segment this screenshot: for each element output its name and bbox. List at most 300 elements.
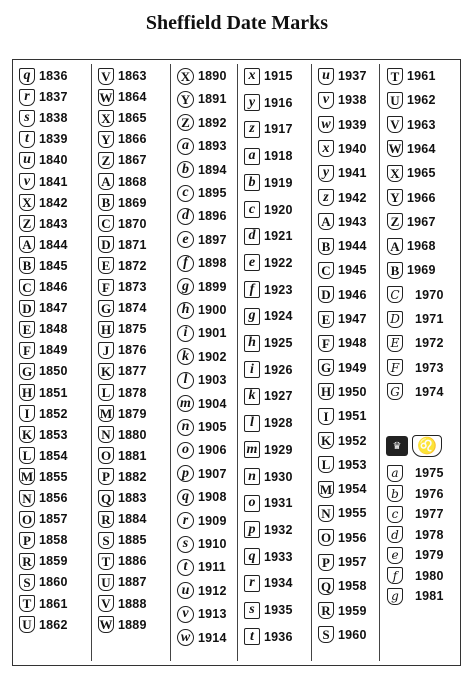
date-year: 1856 <box>39 491 68 505</box>
date-year: 1837 <box>39 90 68 105</box>
date-letter-shield: W <box>388 141 402 157</box>
date-letter-shield: r <box>19 89 35 106</box>
date-letter-shield: I <box>318 408 334 425</box>
date-year: 1917 <box>264 122 293 137</box>
date-letter-shield: O <box>98 447 114 464</box>
date-year: 1845 <box>39 258 68 273</box>
date-letter-shield: F <box>98 279 114 296</box>
date-letter-shield: G <box>387 383 403 400</box>
date-letter-shield: t <box>19 131 35 148</box>
date-year: 1951 <box>338 409 367 424</box>
date-year: 1861 <box>39 596 68 611</box>
date-year: 1868 <box>118 174 147 189</box>
date-mark-entry <box>387 163 436 183</box>
column-4 <box>237 64 312 661</box>
date-letter-shield: i <box>244 361 260 378</box>
date-year: 1979 <box>415 548 444 562</box>
date-year: 1904 <box>198 396 227 411</box>
date-mark-entry <box>244 520 293 540</box>
date-letter-shield: m <box>244 441 260 458</box>
date-letter-shield: W <box>99 89 113 105</box>
date-year: 1867 <box>118 153 147 168</box>
date-letter-shield: d <box>244 228 260 245</box>
date-mark-entry <box>98 340 147 360</box>
date-year: 1926 <box>264 362 293 377</box>
date-year: 1873 <box>118 280 147 294</box>
date-year: 1876 <box>118 343 147 358</box>
date-mark-entry <box>98 108 147 128</box>
date-year: 1896 <box>198 209 227 224</box>
date-year: 1935 <box>264 603 293 617</box>
date-letter-shield: Q <box>98 490 114 507</box>
date-year: 1938 <box>338 93 367 108</box>
date-letter-shield: m <box>177 395 194 412</box>
date-mark-entry <box>19 256 68 276</box>
date-mark-entry <box>98 383 147 403</box>
date-letter-shield: z <box>318 189 334 206</box>
date-letter-shield: A <box>98 173 114 190</box>
date-year: 1971 <box>415 312 444 326</box>
date-letter-shield: f <box>387 567 403 584</box>
date-letter-shield: V <box>98 68 114 85</box>
date-letter-shield: t <box>244 628 260 645</box>
date-letter-shield: F <box>387 359 403 376</box>
date-mark-entry <box>98 150 147 170</box>
date-letter-shield: U <box>19 616 35 633</box>
date-mark-entry <box>387 358 444 378</box>
date-letter-shield: q <box>244 548 260 565</box>
date-year: 1863 <box>118 69 147 83</box>
date-year: 1852 <box>39 406 68 421</box>
date-mark-entry <box>244 360 293 380</box>
date-letter-shield: N <box>318 505 334 522</box>
date-letter-shield: G <box>19 363 35 380</box>
date-mark-entry <box>318 333 367 353</box>
date-year: 1889 <box>118 617 147 632</box>
date-mark-entry <box>98 467 147 487</box>
date-year: 1943 <box>338 214 367 229</box>
date-mark-entry <box>244 306 293 326</box>
date-mark-entry <box>387 236 436 256</box>
date-mark-entry <box>318 528 367 548</box>
date-letter-shield: Z <box>98 152 114 169</box>
date-year: 1905 <box>198 420 227 434</box>
date-mark-entry <box>98 214 147 234</box>
date-year: 1902 <box>198 349 227 364</box>
date-mark-entry <box>387 139 436 159</box>
date-mark-entry <box>387 309 444 329</box>
date-mark-entry <box>19 551 68 571</box>
date-mark-entry <box>387 260 436 280</box>
date-letter-shield: T <box>98 553 114 570</box>
date-mark-entry <box>98 572 147 592</box>
date-letter-shield: L <box>98 384 114 401</box>
date-mark-entry <box>244 173 293 193</box>
date-letter-shield: T <box>19 595 35 612</box>
date-letter-shield: l <box>177 372 194 389</box>
date-mark-entry <box>98 446 147 466</box>
date-letter-shield: n <box>177 419 194 436</box>
date-mark-entry <box>98 256 147 276</box>
date-mark-entry <box>244 119 293 139</box>
date-mark-entry <box>19 66 68 86</box>
date-letter-shield: h <box>177 302 194 319</box>
date-letter-shield: Y <box>387 189 403 206</box>
date-letter-shield: h <box>244 335 260 352</box>
date-year: 1914 <box>198 630 227 645</box>
date-mark-entry <box>244 627 293 647</box>
date-mark-entry <box>318 115 367 135</box>
date-letter-shield: P <box>318 554 334 571</box>
date-mark-entry <box>177 487 227 507</box>
date-mark-entry <box>387 463 444 483</box>
date-letter-shield: D <box>387 311 403 328</box>
date-letter-shield: Q <box>318 578 334 595</box>
date-mark-entry <box>244 467 293 487</box>
date-mark-entry <box>177 277 227 297</box>
date-letter-shield: a <box>177 138 194 155</box>
date-year: 1894 <box>198 162 227 177</box>
date-year: 1854 <box>39 448 68 463</box>
date-letter-shield: A <box>19 236 35 253</box>
date-year: 1974 <box>415 384 444 399</box>
date-letter-shield: r <box>244 575 260 592</box>
date-year: 1968 <box>407 239 436 254</box>
date-letter-shield: b <box>387 485 403 502</box>
date-mark-entry <box>98 488 147 508</box>
date-year: 1880 <box>118 427 147 442</box>
date-year: 1855 <box>39 469 68 484</box>
date-year: 1946 <box>338 287 367 302</box>
date-letter-shield: x <box>244 68 260 85</box>
date-year: 1879 <box>118 406 147 421</box>
date-letter-shield: F <box>318 335 334 352</box>
date-mark-entry <box>98 87 147 107</box>
date-letter-shield: A <box>318 213 334 230</box>
date-letter-shield: A <box>387 238 403 255</box>
date-mark-entry <box>98 129 147 149</box>
date-year: 1919 <box>264 175 293 190</box>
date-letter-shield: D <box>318 286 334 303</box>
date-letter-shield: U <box>387 92 403 109</box>
date-mark-entry <box>387 333 444 353</box>
date-letter-shield: C <box>387 286 403 303</box>
date-year: 1952 <box>338 433 367 448</box>
date-letter-shield: S <box>98 532 114 549</box>
date-letter-shield: y <box>318 165 334 182</box>
date-letter-shield: p <box>177 465 194 482</box>
date-mark-entry <box>19 129 68 149</box>
date-mark-entry <box>177 370 227 390</box>
date-mark-entry <box>318 188 367 208</box>
date-year: 1929 <box>264 442 293 457</box>
date-letter-shield: O <box>19 511 35 528</box>
date-letter-shield: f <box>244 281 260 298</box>
date-year: 1949 <box>338 360 367 375</box>
date-mark-entry <box>98 551 147 571</box>
date-year: 1836 <box>39 69 68 83</box>
date-letter-shield: e <box>387 547 403 564</box>
date-letter-shield: G <box>98 300 114 317</box>
date-year: 1940 <box>338 141 367 156</box>
date-letter-shield: P <box>98 468 114 485</box>
date-letter-shield: L <box>19 447 35 464</box>
date-year: 1960 <box>338 627 367 642</box>
date-mark-entry <box>177 323 227 343</box>
date-year: 1844 <box>39 237 68 252</box>
date-year: 1897 <box>198 232 227 247</box>
date-year: 1957 <box>338 555 367 569</box>
date-letter-shield: c <box>387 506 403 523</box>
date-year: 1962 <box>407 93 436 108</box>
date-year: 1964 <box>407 141 436 156</box>
date-letter-shield: B <box>318 238 334 255</box>
date-letter-shield: R <box>98 511 114 528</box>
date-letter-shield: V <box>387 116 403 133</box>
date-mark-entry <box>244 333 293 353</box>
date-year: 1858 <box>39 533 68 548</box>
date-letter-shield: u <box>318 68 334 85</box>
lion-icon: ♌ <box>412 435 442 457</box>
date-mark-entry <box>19 467 68 487</box>
date-year: 1953 <box>338 457 367 472</box>
date-mark-entry <box>98 361 147 381</box>
date-year: 1900 <box>198 303 227 317</box>
date-letter-shield: K <box>98 363 114 380</box>
date-year: 1899 <box>198 279 227 294</box>
date-year: 1921 <box>264 229 293 244</box>
date-letter-shield: i <box>177 325 194 342</box>
date-letter-shield: B <box>19 257 35 274</box>
date-year: 1866 <box>118 132 147 147</box>
date-mark-entry <box>387 382 444 402</box>
date-letter-shield: B <box>387 262 403 279</box>
date-year: 1890 <box>198 69 227 83</box>
date-letter-shield: U <box>98 574 114 591</box>
date-year: 1871 <box>118 237 147 252</box>
date-year: 1878 <box>118 385 147 400</box>
date-mark-entry <box>98 277 147 297</box>
date-mark-entry <box>387 66 436 86</box>
date-year: 1975 <box>415 466 444 480</box>
date-letter-shield: C <box>318 262 334 279</box>
date-year: 1912 <box>198 583 227 598</box>
date-year: 1958 <box>338 579 367 594</box>
date-year: 1872 <box>118 258 147 273</box>
date-mark-entry <box>19 214 68 234</box>
date-mark-entry <box>244 386 293 406</box>
date-mark-entry <box>318 90 367 110</box>
date-mark-entry <box>98 193 147 213</box>
date-letter-shield: M <box>319 481 333 497</box>
date-year: 1862 <box>39 617 68 632</box>
date-mark-entry <box>318 431 367 451</box>
date-letter-shield: E <box>318 311 334 328</box>
date-mark-entry <box>19 340 68 360</box>
date-letter-shield: N <box>98 426 114 443</box>
date-letter-shield: J <box>98 342 114 359</box>
date-letter-shield: z <box>244 121 260 138</box>
date-letter-shield: X <box>177 68 194 85</box>
date-mark-entry <box>19 509 68 529</box>
date-mark-entry <box>244 66 293 86</box>
date-year: 1922 <box>264 255 293 270</box>
date-mark-entry <box>318 139 367 159</box>
date-mark-entry <box>387 115 436 135</box>
date-year: 1937 <box>338 69 367 83</box>
date-year: 1883 <box>118 491 147 505</box>
date-letter-shield: k <box>177 348 194 365</box>
date-letter-shield: M <box>99 406 113 422</box>
date-mark-entry <box>177 557 226 577</box>
date-year: 1915 <box>264 69 293 83</box>
date-year: 1963 <box>407 117 436 132</box>
date-mark-entry <box>19 108 68 128</box>
date-mark-entry <box>19 488 68 508</box>
date-mark-entry <box>177 628 227 648</box>
date-mark-entry <box>177 253 227 273</box>
date-letter-shield: w <box>177 629 194 646</box>
date-mark-entry <box>387 285 444 305</box>
date-year: 1924 <box>264 309 293 324</box>
date-mark-entry <box>177 464 227 484</box>
date-year: 1859 <box>39 554 68 569</box>
date-letter-shield: o <box>177 442 194 459</box>
date-mark-entry <box>19 319 68 339</box>
date-mark-entry <box>19 446 68 466</box>
date-letter-shield: s <box>177 536 194 553</box>
date-year: 1875 <box>118 322 147 337</box>
date-year: 1851 <box>39 385 68 400</box>
date-year: 1932 <box>264 522 293 537</box>
date-mark-entry <box>318 625 367 645</box>
date-letter-shield: D <box>19 300 35 317</box>
date-mark-entry <box>177 183 227 203</box>
date-letter-shield: r <box>177 512 194 529</box>
date-year: 1916 <box>264 95 293 110</box>
date-mark-entry <box>177 534 227 554</box>
date-letter-shield: u <box>177 582 194 599</box>
date-mark-entry <box>98 66 147 86</box>
date-letter-shield: Z <box>387 213 403 230</box>
date-letter-shield: B <box>98 194 114 211</box>
date-letter-shield: q <box>19 68 35 85</box>
date-letter-shield: X <box>387 165 403 182</box>
date-mark-entry <box>244 253 293 273</box>
date-mark-entry <box>19 383 68 403</box>
date-year: 1841 <box>39 174 68 189</box>
date-letter-shield: a <box>244 148 260 165</box>
date-mark-entry <box>318 285 367 305</box>
date-letter-shield: g <box>244 308 260 325</box>
column-5 <box>311 64 380 661</box>
date-letter-shield: e <box>177 231 194 248</box>
date-year: 1918 <box>264 149 293 164</box>
date-mark-entry <box>387 212 436 232</box>
crown-icon: ♛ <box>386 436 408 456</box>
date-mark-entry <box>98 615 147 635</box>
date-year: 1947 <box>338 312 367 326</box>
date-year: 1891 <box>198 92 227 107</box>
date-letter-shield: Y <box>177 91 194 108</box>
date-letter-shield: a <box>387 465 403 482</box>
date-mark-entry <box>244 600 293 620</box>
date-mark-entry <box>177 66 227 86</box>
date-year: 1966 <box>407 190 436 205</box>
date-year: 1847 <box>39 301 68 316</box>
date-year: 1838 <box>39 111 68 126</box>
date-letter-shield: C <box>19 279 35 296</box>
date-mark-entry <box>387 525 444 545</box>
date-letter-shield: E <box>19 321 35 338</box>
date-mark-entry <box>19 615 68 635</box>
date-year: 1870 <box>118 216 147 231</box>
date-year: 1928 <box>264 416 293 431</box>
date-mark-entry <box>19 572 68 592</box>
date-letter-shield: T <box>387 68 403 85</box>
date-letter-shield: q <box>177 489 194 506</box>
date-mark-entry <box>19 404 68 424</box>
date-mark-entry <box>177 417 227 437</box>
date-year: 1908 <box>198 490 227 505</box>
date-mark-entry <box>318 260 367 280</box>
date-year: 1933 <box>264 549 293 564</box>
date-letter-shield: H <box>19 384 35 401</box>
date-year: 1886 <box>118 554 147 569</box>
date-letter-shield: v <box>318 92 334 109</box>
date-letter-shield: u <box>19 152 35 169</box>
date-letter-shield: f <box>177 255 194 272</box>
date-year: 1913 <box>198 607 227 622</box>
date-mark-entry <box>177 206 227 226</box>
date-year: 1884 <box>118 512 147 527</box>
date-year: 1948 <box>338 336 367 351</box>
date-letter-shield: K <box>19 426 35 443</box>
date-mark-entry <box>177 160 227 180</box>
date-letter-shield: M <box>20 469 34 485</box>
date-mark-entry <box>318 358 367 378</box>
date-year: 1877 <box>118 364 147 379</box>
date-letter-shield: W <box>99 617 113 633</box>
column-3 <box>170 64 238 661</box>
date-letter-shield: R <box>19 553 35 570</box>
column-1 <box>13 64 91 661</box>
date-mark-entry <box>318 479 367 499</box>
date-year: 1850 <box>39 364 68 379</box>
date-mark-entry <box>244 413 293 433</box>
date-year: 1961 <box>407 69 436 83</box>
date-year: 1910 <box>198 537 227 551</box>
date-letter-shield: p <box>244 521 260 538</box>
date-letter-shield: Z <box>177 114 194 131</box>
date-mark-entry <box>177 113 227 133</box>
date-year: 1895 <box>198 186 227 200</box>
date-year: 1945 <box>338 263 367 278</box>
date-year: 1941 <box>338 166 367 181</box>
date-year: 1898 <box>198 256 227 271</box>
date-mark-entry <box>318 552 367 572</box>
date-mark-entry <box>244 493 293 513</box>
date-mark-entry <box>177 89 227 109</box>
date-letter-shield: K <box>318 432 334 449</box>
date-letter-shield: n <box>244 468 260 485</box>
date-letter-shield: S <box>19 574 35 591</box>
date-mark-entry <box>98 235 147 255</box>
date-year: 1920 <box>264 202 293 217</box>
date-letter-shield: g <box>177 278 194 295</box>
date-mark-entry <box>318 66 367 86</box>
date-mark-entry <box>98 319 147 339</box>
